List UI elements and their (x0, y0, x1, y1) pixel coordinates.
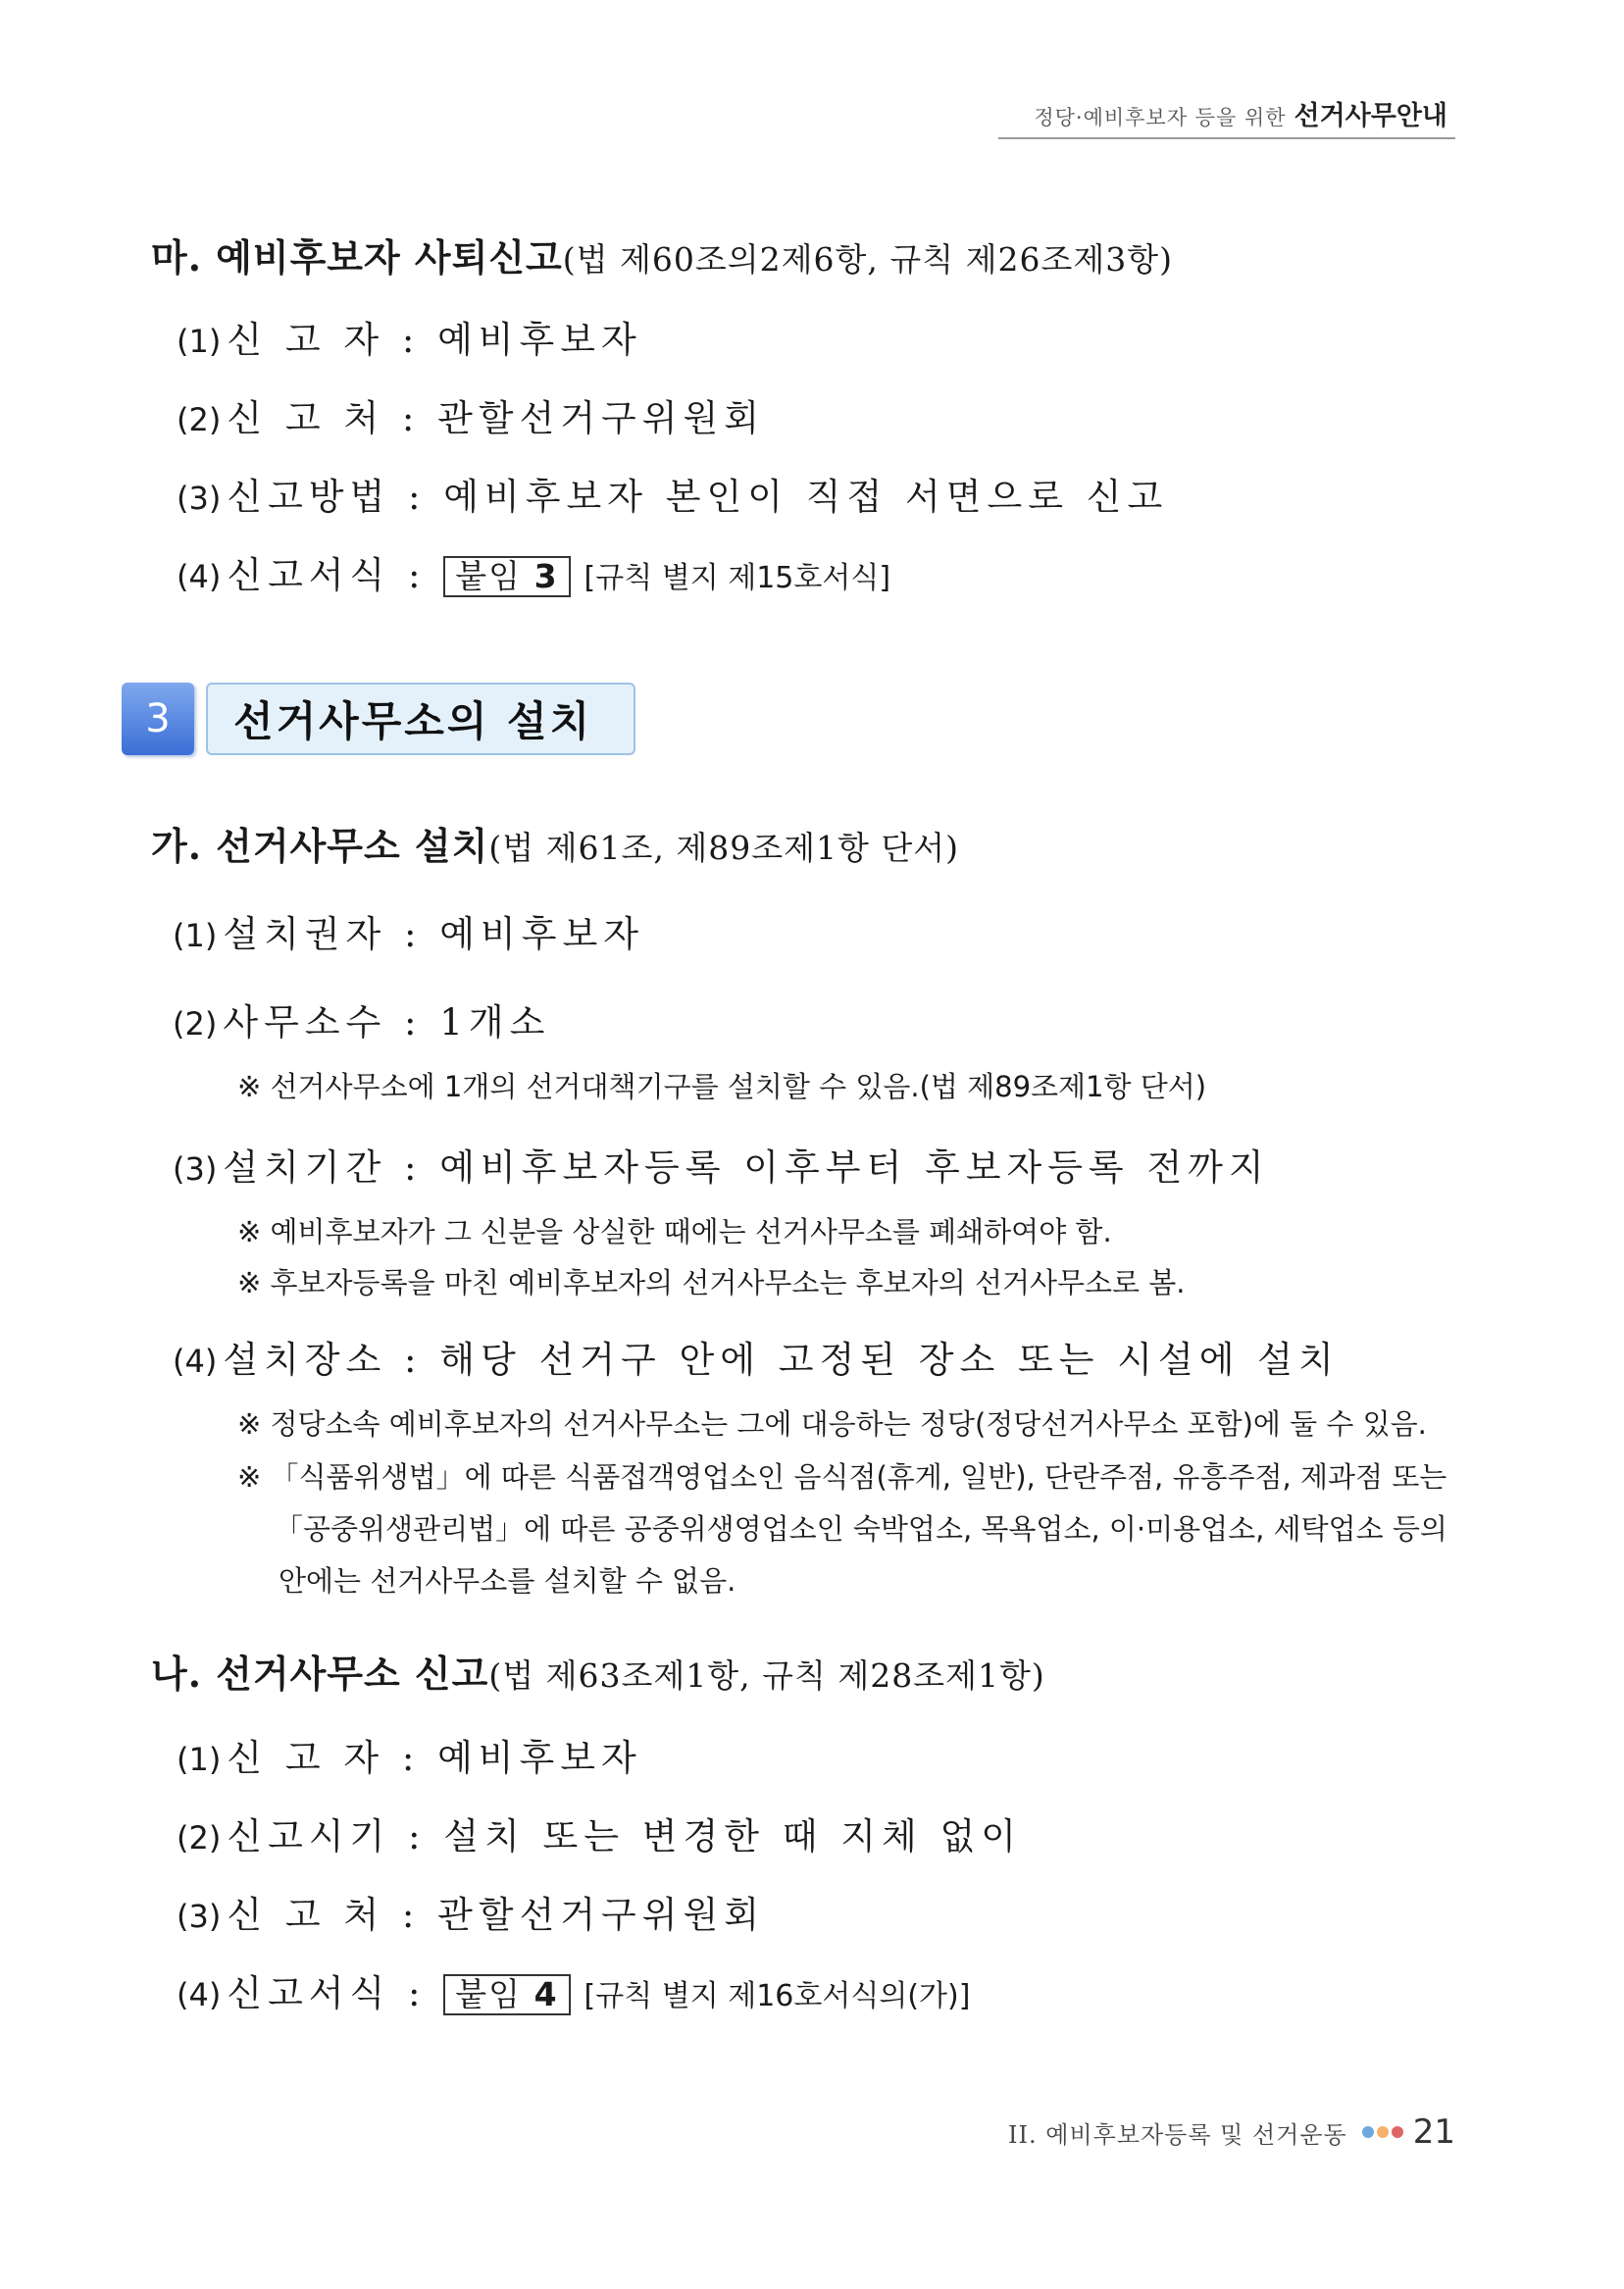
item-number: (2) (173, 1005, 218, 1043)
item-text: 사무소수 : 1개소 (223, 1001, 551, 1043)
item-text: 신고방법 : 예비후보자 본인이 직접 서면으로 신고 (227, 476, 1169, 518)
tag-number: 3 (533, 557, 559, 595)
section-title: 선거사무소의 설치 (206, 683, 635, 755)
item-text: 설치권자 : 예비후보자 (223, 913, 644, 955)
heading-na (151, 1644, 1045, 1698)
na-item-2 (177, 1806, 1022, 1859)
running-header (998, 94, 1455, 139)
tag-number: 4 (533, 1975, 559, 2013)
ga-item-1 (173, 904, 644, 957)
item-number: (2) (177, 1819, 222, 1857)
item-number: (4) (177, 558, 222, 595)
na-item-3 (177, 1885, 765, 1938)
item-text: 신 고 처 : 관할선거구위원회 (227, 397, 766, 439)
item-number: (1) (173, 917, 218, 954)
item-number: (3) (177, 480, 222, 517)
dot-icon (1392, 2126, 1403, 2138)
ga-note-4b-line2: 「공중위생관리법」에 따른 공중위생영업소인 숙박업소, 목욕업소, 이·미용업소, 세탁업소 등의 (275, 1512, 1447, 1546)
tag-word: 붙임 (455, 1975, 523, 2013)
heading-ga (151, 816, 959, 870)
ga-note-2: ※ 선거사무소에 1개의 선거대책기구를 설치할 수 있음.(법 제89조제1항 단서) (237, 1070, 1207, 1103)
dot-icon (1362, 2126, 1374, 2138)
ga-item-4 (173, 1330, 1340, 1383)
heading-ga-ref: (법 제61조, 제89조제1항 단서) (488, 829, 959, 867)
heading-ma-ref: (법 제60조의2제6항, 규칙 제26조제3항) (562, 240, 1173, 279)
ma-item-2 (177, 388, 765, 441)
na-item-4 (177, 1963, 970, 2016)
item-label: 신고서식 : (227, 554, 427, 596)
heading-na-title: 나. 선거사무소 신고 (151, 1652, 489, 1696)
heading-ma (151, 228, 1173, 281)
item-number: (1) (177, 1741, 222, 1778)
tag-word: 붙임 (455, 557, 523, 595)
attachment-tag (443, 1974, 570, 2015)
ma-item-3 (177, 467, 1168, 520)
item-text: 신 고 자 : 예비후보자 (227, 1737, 642, 1779)
item-number: (3) (173, 1150, 218, 1188)
item-text: 신 고 자 : 예비후보자 (227, 319, 642, 361)
footer-dots-icon (1359, 2123, 1403, 2142)
page-footer (1008, 2112, 1455, 2152)
dot-icon (1377, 2126, 1389, 2138)
item-text: 설치기간 : 예비후보자등록 이후부터 후보자등록 전까지 (223, 1146, 1270, 1189)
item-number: (4) (173, 1343, 218, 1380)
item-number: (2) (177, 401, 222, 438)
item-number: (3) (177, 1898, 222, 1935)
form-reference: [규칙 별지 제16호서식의(가)] (584, 1979, 971, 2013)
heading-ga-title: 가. 선거사무소 설치 (151, 824, 489, 868)
attachment-tag (443, 556, 570, 597)
footer-chapter: II. 예비후보자등록 및 선거운동 (1008, 2120, 1347, 2149)
item-text: 신고시기 : 설치 또는 변경한 때 지체 없이 (227, 1815, 1022, 1857)
ga-item-3 (173, 1138, 1270, 1191)
header-subtitle: 정당·예비후보자 등을 위한 (1034, 106, 1287, 129)
heading-na-ref: (법 제63조제1항, 규칙 제28조제1항) (488, 1656, 1045, 1695)
na-item-1 (177, 1728, 642, 1781)
ga-item-2 (173, 992, 550, 1045)
ga-note-4b-line3: 안에는 선거사무소를 설치할 수 없음. (279, 1564, 736, 1598)
item-text: 설치장소 : 해당 선거구 안에 고정된 장소 또는 시설에 설치 (223, 1339, 1340, 1381)
ga-note-3b: ※ 후보자등록을 마친 예비후보자의 선거사무소는 후보자의 선거사무소로 봄. (237, 1266, 1186, 1299)
item-number: (1) (177, 323, 222, 360)
ga-note-3a: ※ 예비후보자가 그 신분을 상실한 때에는 선거사무소를 폐쇄하여야 함. (237, 1215, 1112, 1248)
item-label: 신고서식 : (227, 1972, 427, 2014)
item-number: (4) (177, 1976, 222, 2013)
section-number-badge: 3 (122, 683, 194, 755)
ga-note-4b-line1: ※ 「식품위생법」에 따른 식품접객영업소인 음식점(휴게, 일반), 단란주점, 유흥주점, 제과점 또는 (237, 1460, 1447, 1494)
ga-note-4a: ※ 정당소속 예비후보자의 선거사무소는 그에 대응하는 정당(정당선거사무소 포함)에 둘 수 있음. (237, 1407, 1427, 1441)
page-number: 21 (1412, 2112, 1455, 2152)
item-text: 신 고 처 : 관할선거구위원회 (227, 1894, 766, 1936)
ma-item-4 (177, 545, 890, 598)
form-reference: [규칙 별지 제15호서식] (584, 561, 891, 595)
heading-ma-title: 마. 예비후보자 사퇴신고 (151, 235, 563, 280)
header-title: 선거사무안내 (1294, 101, 1447, 131)
ma-item-1 (177, 310, 642, 363)
